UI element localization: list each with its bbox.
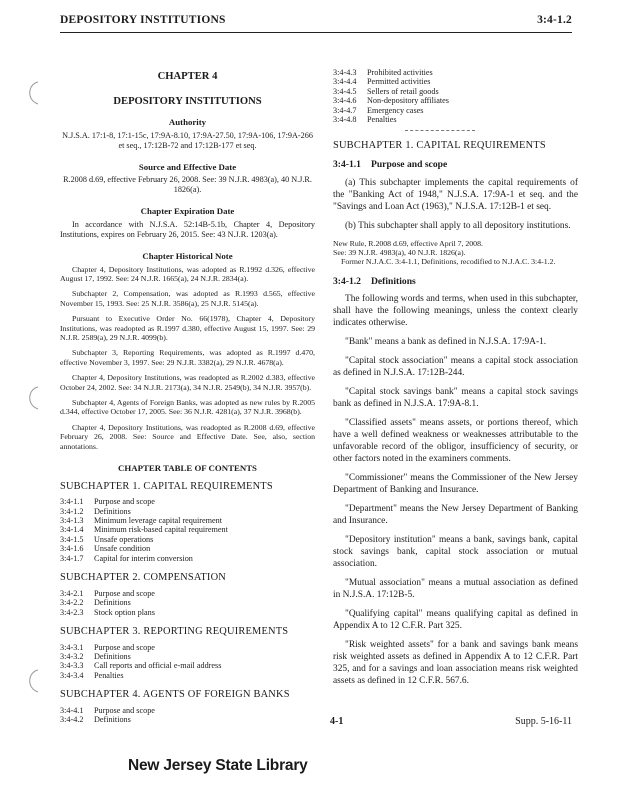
toc-entry[interactable] [60, 608, 315, 617]
toc-entry-number: 3:4-4.7 [333, 105, 357, 115]
body-paragraph: (b) This subchapter shall apply to all depository institutions. [345, 220, 571, 231]
toc-entry-title: Purpose and scope [94, 588, 155, 598]
page-number: 4-1 [330, 716, 344, 727]
history-note: Chapter 4, Depository Institutions, was adopted as R.1992 d.326, effective August 17, 1992. See: 24 N.J.R. 1665(a), 24 N.J.R. 2834(a). [60, 264, 315, 283]
toc-entry-number: 3:4-3.1 [60, 642, 84, 652]
toc-entry-number: 3:4-4.4 [333, 77, 357, 87]
toc-entry[interactable] [333, 87, 578, 96]
section-title: Purpose and scope [370, 159, 448, 171]
toc-entry-title: Definitions [94, 598, 131, 608]
definition-paragraph: "Risk weighted assets" for a bank and savings bank means risk weighted assets as defined in Appendix A to 12 C.F.R. Part 325, and for a savings and loan association means risk weighted assets as defined in 12 C.F.R. 567.6. [333, 640, 578, 687]
authority-heading: Authority [168, 117, 207, 128]
toc-entry-number: 3:4-1.4 [60, 525, 84, 535]
toc-entry[interactable] [333, 68, 578, 77]
library-stamp: New Jersey State Library [128, 757, 308, 774]
toc-entry-number: 3:4-4.3 [333, 68, 357, 77]
section-source-note [333, 239, 578, 267]
toc-entry-number: 3:4-4.2 [60, 715, 84, 725]
section-heading [333, 160, 578, 171]
toc-entry-title: Emergency cases [367, 105, 424, 115]
toc-entry-title: Penalties [94, 670, 124, 680]
toc-entry-title: Prohibited activities [367, 68, 433, 77]
toc-entry[interactable] [60, 661, 315, 670]
toc-entry-title: Unsafe operations [94, 534, 154, 544]
definition-paragraph: "Mutual association" means a mutual association as defined in N.J.S.A. 17:12B-5. [333, 578, 578, 601]
toc-entry-number: 3:4-3.2 [60, 651, 84, 661]
definition-paragraph: "Qualifying capital" means qualifying capital as defined in Appendix A to 12 C.F.R. Part 325. [333, 609, 578, 632]
punch-hole-icon [24, 385, 46, 411]
definition-paragraph: "Bank" means a bank as defined in N.J.S.A. 17:9A-1. [345, 337, 547, 348]
toc-entry-title: Purpose and scope [94, 497, 155, 507]
header-section-number: 3:4-1.2 [537, 14, 572, 26]
toc-entry[interactable] [60, 535, 315, 544]
history-note: Pursuant to Executive Order No. 66(1978), Chapter 4, Depository Institutions, was readopted as R.1997 d.380, effective August 15, 1997. See: 29 N.J.R. 2589(a), 29 N.J.R. 4099(b). [60, 314, 315, 342]
toc-entry-number: 3:4-4.8 [333, 115, 357, 125]
section-heading [333, 277, 578, 288]
definition-paragraph: "Commissioner" means the Commissioner of the New Jersey Department of Banking and Insurance. [333, 473, 578, 496]
toc-entry[interactable] [60, 544, 315, 553]
toc-entry-title: Minimum leverage capital requirement [94, 516, 222, 526]
toc-entry[interactable] [60, 706, 315, 715]
punch-hole-icon [24, 80, 46, 106]
toc-entry-title: Stock option plans [94, 607, 155, 617]
source-line: Former N.J.A.C. 3:4-1.1, Definitions, recodified to N.J.A.C. 3:4-1.2. [341, 257, 556, 267]
history-note: Chapter 4, Depository Institutions, was readopted as R.2002 d.383, effective October 24, 2002. See: 34 N.J.R. 2173(a), 34 N.J.R. 2549(b), 34 N.J.R. 3957(b). [60, 373, 315, 392]
toc-entry-number: 3:4-3.4 [60, 670, 84, 680]
history-note: Subchapter 4, Agents of Foreign Banks, was adopted as new rules by R.2005 d.344, effective October 17, 2005. See: 36 N.J.R. 4281(a), 37 N.J.R. 3968(b). [60, 398, 315, 417]
section-number: 3:4-1.1 [333, 159, 361, 171]
toc-entry-number: 3:4-1.7 [60, 553, 84, 563]
toc-entry[interactable] [333, 77, 578, 86]
toc-entry[interactable] [60, 516, 315, 525]
toc-entry[interactable] [60, 589, 315, 598]
toc-entry[interactable] [333, 96, 578, 105]
toc-entry-number: 3:4-2.3 [60, 607, 84, 617]
expiration-heading: Chapter Expiration Date [140, 206, 235, 217]
toc-entry-title: Non-depository affiliates [367, 96, 449, 106]
toc-entry-title: Definitions [94, 506, 131, 516]
toc-entry-number: 3:4-4.5 [333, 86, 357, 96]
source-heading: Source and Effective Date [138, 161, 237, 172]
toc-entry-number: 3:4-4.6 [333, 96, 357, 106]
history-note: Subchapter 3, Reporting Requirements, was adopted as R.1997 d.470, effective November 3, 1997. See: 29 N.J.R. 3382(a), 29 N.J.R. 4678(a). [60, 348, 315, 367]
toc-subchapter-2 [60, 573, 315, 617]
body-paragraph: (a) This subchapter implements the capital requirements of the "Banking Act of 1948," N.J.S.A. 17:9A-1 et seq. and the "Savings and Loan Act (1963)," N.J.S.A. 17:12B-1 et seq. [333, 177, 578, 212]
definition-paragraph: "Classified assets" means assets, or portions thereof, which have a well defined weakness or weaknesses attributable to the unfavorable record of the obligor, insufficiency of security, or other factors noted in the examiners comments. [333, 418, 578, 465]
toc-entry-title: Purpose and scope [94, 642, 155, 652]
toc-entry-number: 3:4-3.3 [60, 661, 84, 671]
toc-entry-title: Penalties [367, 115, 397, 125]
expiration-text: In accordance with N.J.S.A. 52:14B-5.1b, Chapter 4, Depository Institutions, expires on February 26, 2015. See: 43 N.J.R. 1203(a). [60, 219, 315, 239]
history-note: Subchapter 2, Compensation, was adopted as R.1993 d.565, effective November 15, 1993. See: 25 N.J.R. 3586(a), 25 N.J.R. 5145(a). [60, 289, 315, 308]
toc-subchapter-3 [60, 627, 315, 680]
section-number: 3:4-1.2 [333, 275, 361, 287]
toc-entry[interactable] [60, 598, 315, 607]
toc-entry[interactable] [333, 106, 578, 115]
toc-subchapter-heading: SUBCHAPTER 2. COMPENSATION [60, 572, 226, 584]
toc-entry-number: 3:4-1.3 [60, 516, 84, 526]
toc-entry-number: 3:4-1.6 [60, 544, 84, 554]
toc-entry-number: 3:4-2.2 [60, 598, 84, 608]
toc-subchapter-heading: SUBCHAPTER 4. AGENTS OF FOREIGN BANKS [60, 689, 290, 701]
toc-entry[interactable] [60, 671, 315, 680]
toc-title: CHAPTER TABLE OF CONTENTS [118, 463, 257, 474]
toc-entry-title: Sellers of retail goods [367, 86, 439, 96]
toc-entry[interactable] [60, 497, 315, 506]
authority-text: N.J.S.A. 17:1-8, 17:1-15c, 17:9A-8.10, 17:9A-27.50, 17:9A-106, 17:9A-266 et seq., 17:12B-72 and 17:12B-177 et seq. [62, 130, 313, 150]
toc-entry[interactable] [60, 525, 315, 534]
toc-entry-title: Call reports and official e-mail address [94, 661, 222, 671]
history-heading: Chapter Historical Note [142, 250, 233, 261]
toc-entry-number: 3:4-1.1 [60, 497, 84, 507]
toc-entry-number: 3:4-2.1 [60, 588, 84, 598]
toc-entry[interactable] [60, 652, 315, 661]
definition-paragraph: "Capital stock association" means a capital stock association as defined in N.J.S.A. 17:12B-244. [333, 356, 578, 379]
supplement-date: Supp. 5-16-11 [515, 716, 572, 727]
toc-entry-title: Purpose and scope [94, 705, 155, 715]
toc-entry-title: Capital for interim conversion [94, 553, 193, 563]
toc-entry-number: 3:4-1.2 [60, 506, 84, 516]
toc-end-divider [405, 130, 475, 131]
section-title: Definitions [370, 275, 416, 287]
toc-entry[interactable] [60, 554, 315, 563]
toc-subchapter-heading: SUBCHAPTER 3. REPORTING REQUIREMENTS [60, 625, 289, 637]
toc-entry-number: 3:4-1.5 [60, 534, 84, 544]
toc-subchapter-heading: SUBCHAPTER 1. CAPITAL REQUIREMENTS [60, 480, 273, 492]
left-column [60, 60, 315, 725]
toc-entry[interactable] [60, 643, 315, 652]
toc-subchapter-4 [60, 690, 315, 724]
toc-entry-title: Definitions [94, 715, 131, 725]
toc-entry[interactable] [60, 715, 315, 724]
toc-entry-title: Unsafe condition [94, 544, 151, 554]
punch-hole-icon [24, 668, 46, 694]
toc-entry[interactable] [333, 115, 578, 124]
body-paragraph: The following words and terms, when used in this subchapter, shall have the following meanings, unless the context clearly indicates otherwise. [333, 294, 578, 329]
source-text: R.2008 d.69, effective February 26, 2008. See: 39 N.J.R. 4983(a), 40 N.J.R. 1826(a). [63, 175, 312, 195]
source-line: New Rule, R.2008 d.69, effective April 7, 2008. [333, 238, 483, 248]
toc-entry[interactable] [60, 507, 315, 516]
header-rule [60, 32, 572, 33]
running-header [60, 12, 572, 32]
toc-subchapter-1 [60, 482, 315, 563]
source-line: See: 39 N.J.R. 4983(a), 40 N.J.R. 1826(a). [333, 248, 466, 258]
definition-paragraph: "Depository institution" means a bank, savings bank, capital stock savings bank, capital stock association or mutual association. [333, 535, 578, 570]
toc-entry-title: Definitions [94, 651, 131, 661]
subchapter-heading: SUBCHAPTER 1. CAPITAL REQUIREMENTS [333, 140, 546, 152]
chapter-name: DEPOSITORY INSTITUTIONS [113, 95, 262, 107]
definition-paragraph: "Department" means the New Jersey Department of Banking and Insurance. [333, 504, 578, 527]
header-title: DEPOSITORY INSTITUTIONS [60, 14, 226, 26]
toc-entry-title: Minimum risk-based capital requirement [94, 525, 228, 535]
toc-continued [333, 68, 578, 124]
toc-entry-title: Permitted activities [367, 77, 431, 87]
chapter-number: CHAPTER 4 [157, 71, 218, 82]
toc-entry-number: 3:4-4.1 [60, 705, 84, 715]
definition-paragraph: "Capital stock savings bank" means a capital stock savings bank as defined in N.J.S.A. 17:9A-8.1. [333, 387, 578, 410]
right-column [333, 68, 578, 694]
history-note: Chapter 4, Depository Institutions, was readopted as R.2008 d.69, effective February 26, 2008. See: Source and Effective Date. See, also, section annotations. [60, 422, 315, 451]
